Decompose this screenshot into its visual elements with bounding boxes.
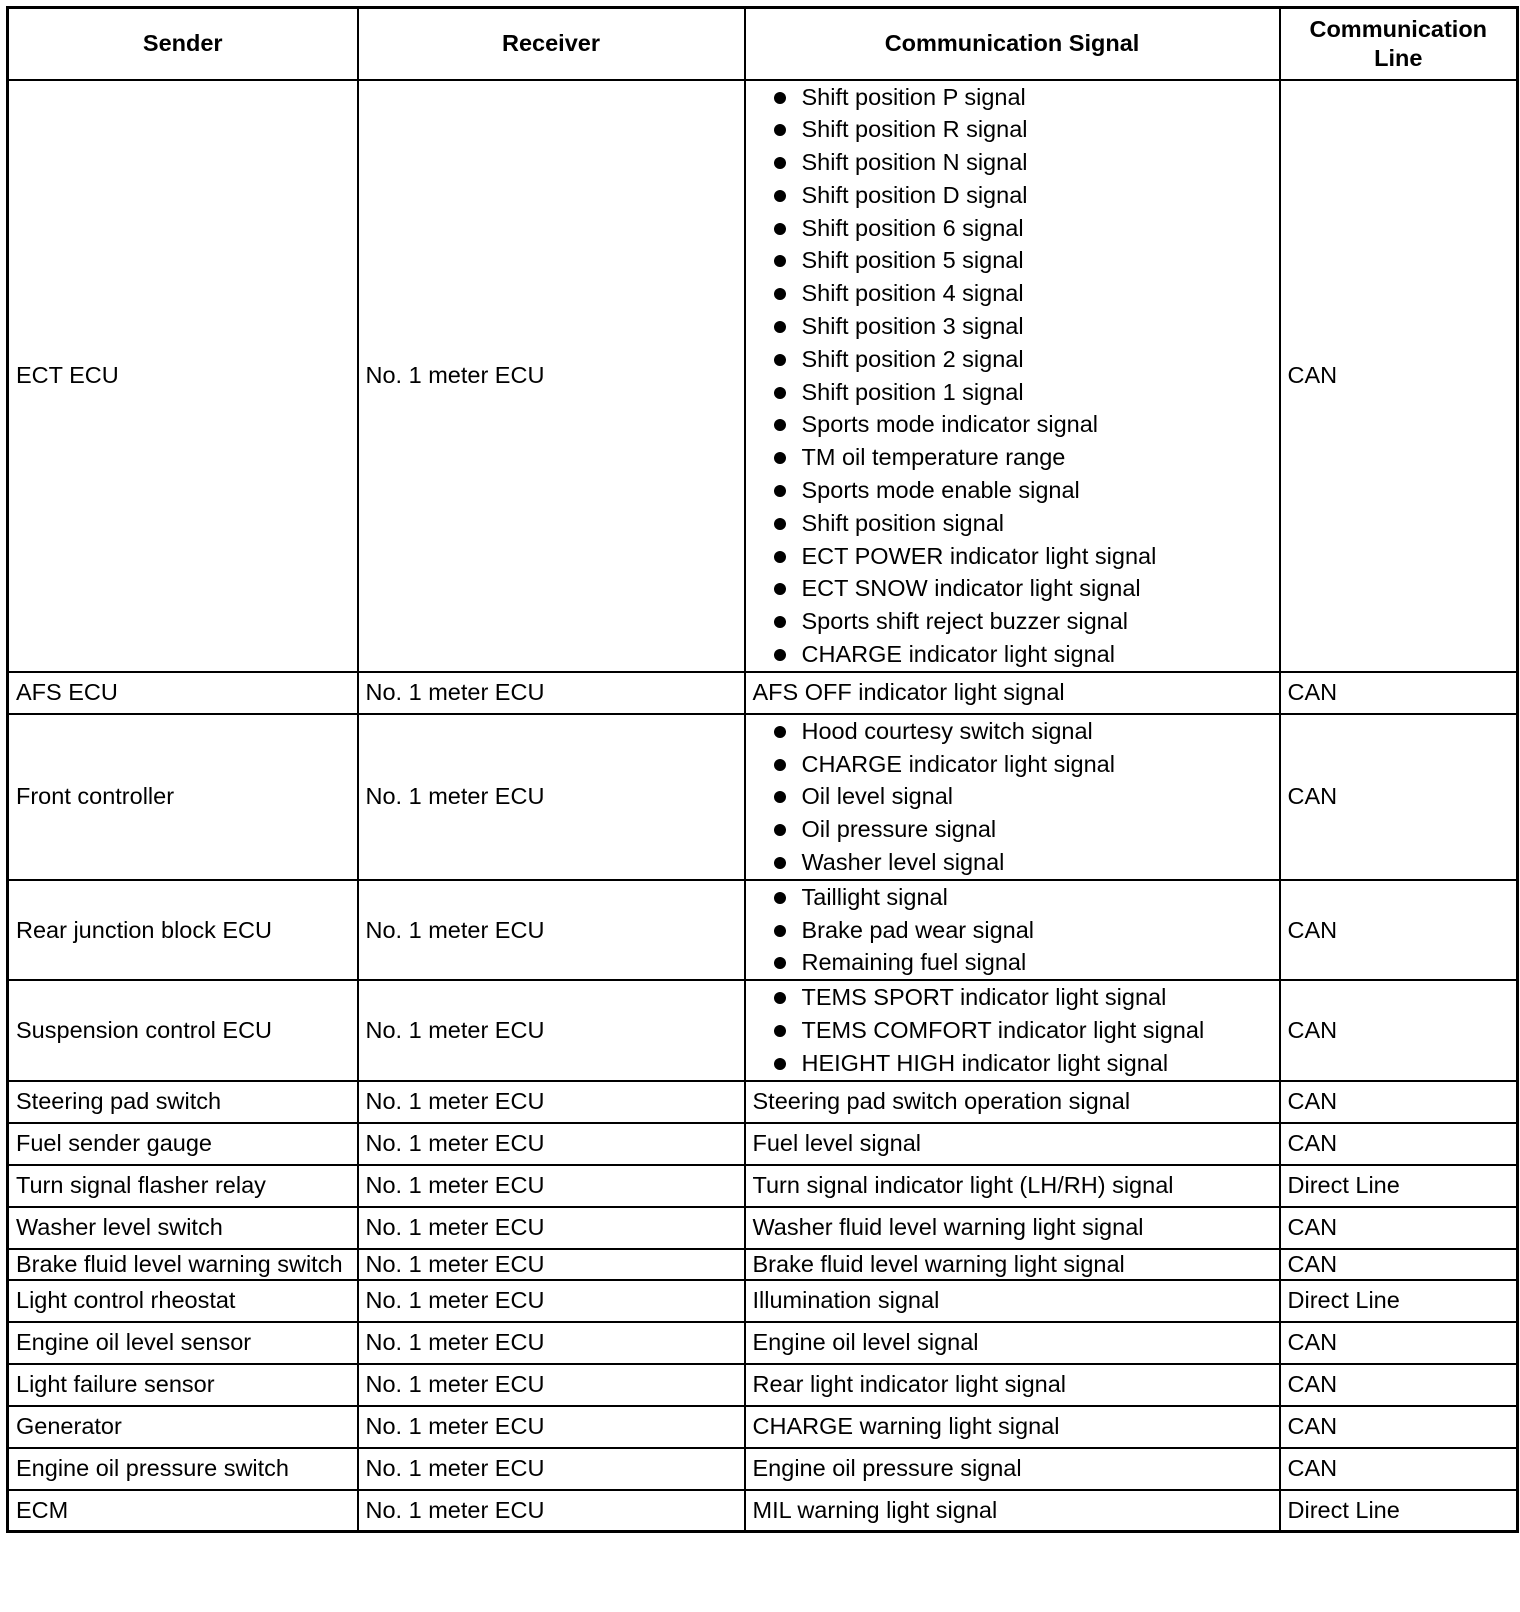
line-cell: CAN [1280,980,1518,1080]
table-row [8,1081,1518,1123]
signal-cell [745,880,1280,980]
signal-list-item: Sports mode enable signal [753,474,1272,507]
signal-list-item: Oil pressure signal [753,813,1272,846]
signal-list-item: ECT SNOW indicator light signal [753,572,1272,605]
signal-cell: Brake fluid level warning light signal [745,1249,1280,1280]
sender-cell: Engine oil level sensor [8,1322,358,1364]
table-row [8,1207,1518,1249]
signal-cell: Rear light indicator light signal [745,1364,1280,1406]
table-header [8,8,1518,80]
signal-list-item: Hood courtesy switch signal [753,715,1272,748]
table-row [8,1448,1518,1490]
receiver-cell: No. 1 meter ECU [358,1364,745,1406]
signal-cell [745,80,1280,672]
signal-list-item: Sports shift reject buzzer signal [753,605,1272,638]
receiver-cell: No. 1 meter ECU [358,1406,745,1448]
signal-cell: CHARGE warning light signal [745,1406,1280,1448]
sender-cell: Brake fluid level warning switch [8,1249,358,1280]
table-row [8,80,1518,672]
signal-list-item: ECT POWER indicator light signal [753,540,1272,573]
header-receiver: Receiver [358,8,745,80]
sender-cell: Generator [8,1406,358,1448]
receiver-cell: No. 1 meter ECU [358,980,745,1080]
signal-list [753,81,1272,671]
sender-cell: Front controller [8,714,358,880]
signal-cell: Engine oil level signal [745,1322,1280,1364]
receiver-cell: No. 1 meter ECU [358,1165,745,1207]
signal-list-item: Taillight signal [753,881,1272,914]
receiver-cell: No. 1 meter ECU [358,1249,745,1280]
sender-cell: Rear junction block ECU [8,880,358,980]
sender-cell: Washer level switch [8,1207,358,1249]
line-cell: Direct Line [1280,1490,1518,1532]
signal-cell: AFS OFF indicator light signal [745,672,1280,714]
signal-list-item: Oil level signal [753,780,1272,813]
line-cell: CAN [1280,714,1518,880]
signal-cell: Illumination signal [745,1280,1280,1322]
signal-list-item: TM oil temperature range [753,441,1272,474]
receiver-cell: No. 1 meter ECU [358,1207,745,1249]
line-cell: CAN [1280,1207,1518,1249]
signal-list-item: Shift position 1 signal [753,376,1272,409]
receiver-cell: No. 1 meter ECU [358,672,745,714]
signal-list-item: Shift position 3 signal [753,310,1272,343]
signal-cell: Engine oil pressure signal [745,1448,1280,1490]
line-cell: CAN [1280,1322,1518,1364]
line-cell: CAN [1280,1123,1518,1165]
signal-cell: Fuel level signal [745,1123,1280,1165]
signal-list-item: Shift position N signal [753,146,1272,179]
table-row [8,1490,1518,1532]
line-cell: CAN [1280,1249,1518,1280]
table-row [8,1406,1518,1448]
line-cell: CAN [1280,1448,1518,1490]
line-cell: CAN [1280,880,1518,980]
signal-list-item: CHARGE indicator light signal [753,638,1272,671]
header-row [8,8,1518,80]
signal-list-item: TEMS SPORT indicator light signal [753,981,1272,1014]
sender-cell: Fuel sender gauge [8,1123,358,1165]
table-row [8,1280,1518,1322]
signal-list-item: Shift position R signal [753,113,1272,146]
line-cell: CAN [1280,672,1518,714]
receiver-cell: No. 1 meter ECU [358,714,745,880]
sender-cell: Suspension control ECU [8,980,358,1080]
signal-list-item: Sports mode indicator signal [753,408,1272,441]
signal-cell: Washer fluid level warning light signal [745,1207,1280,1249]
signal-list-item: CHARGE indicator light signal [753,748,1272,781]
line-cell: CAN [1280,1406,1518,1448]
table-row [8,1165,1518,1207]
sender-cell: Engine oil pressure switch [8,1448,358,1490]
table-row [8,1322,1518,1364]
line-cell: Direct Line [1280,1280,1518,1322]
table-row [8,880,1518,980]
header-communication-line: Communication Line [1280,8,1518,80]
signal-list-item: Shift position 4 signal [753,277,1272,310]
signal-list [753,881,1272,979]
sender-cell: Light control rheostat [8,1280,358,1322]
table-row [8,980,1518,1080]
receiver-cell: No. 1 meter ECU [358,1123,745,1165]
table-row [8,1249,1518,1280]
receiver-cell: No. 1 meter ECU [358,1448,745,1490]
sender-cell: Light failure sensor [8,1364,358,1406]
table-row [8,714,1518,880]
line-cell: CAN [1280,80,1518,672]
signal-cell [745,714,1280,880]
signal-list-item: HEIGHT HIGH indicator light signal [753,1047,1272,1080]
receiver-cell: No. 1 meter ECU [358,1280,745,1322]
receiver-cell: No. 1 meter ECU [358,80,745,672]
table-row [8,1123,1518,1165]
signal-cell: Turn signal indicator light (LH/RH) signal [745,1165,1280,1207]
table-row [8,1364,1518,1406]
header-sender: Sender [8,8,358,80]
signal-list-item: Remaining fuel signal [753,946,1272,979]
line-cell: CAN [1280,1081,1518,1123]
signal-list-item: Washer level signal [753,846,1272,879]
receiver-cell: No. 1 meter ECU [358,880,745,980]
signal-list [753,715,1272,879]
communication-table [6,6,1519,1533]
table-body [8,80,1518,1532]
line-cell: CAN [1280,1364,1518,1406]
receiver-cell: No. 1 meter ECU [358,1322,745,1364]
header-communication-signal: Communication Signal [745,8,1280,80]
sender-cell: ECT ECU [8,80,358,672]
signal-list-item: Shift position signal [753,507,1272,540]
table-row [8,672,1518,714]
receiver-cell: No. 1 meter ECU [358,1490,745,1532]
signal-list-item: Shift position D signal [753,179,1272,212]
receiver-cell: No. 1 meter ECU [358,1081,745,1123]
signal-list [753,981,1272,1079]
sender-cell: Steering pad switch [8,1081,358,1123]
signal-list-item: TEMS COMFORT indicator light signal [753,1014,1272,1047]
line-cell: Direct Line [1280,1165,1518,1207]
signal-list-item: Shift position 5 signal [753,244,1272,277]
sender-cell: ECM [8,1490,358,1532]
signal-list-item: Brake pad wear signal [753,914,1272,947]
signal-list-item: Shift position 2 signal [753,343,1272,376]
signal-cell: MIL warning light signal [745,1490,1280,1532]
signal-cell [745,980,1280,1080]
signal-list-item: Shift position P signal [753,81,1272,114]
sender-cell: AFS ECU [8,672,358,714]
sender-cell: Turn signal flasher relay [8,1165,358,1207]
signal-cell: Steering pad switch operation signal [745,1081,1280,1123]
signal-list-item: Shift position 6 signal [753,212,1272,245]
